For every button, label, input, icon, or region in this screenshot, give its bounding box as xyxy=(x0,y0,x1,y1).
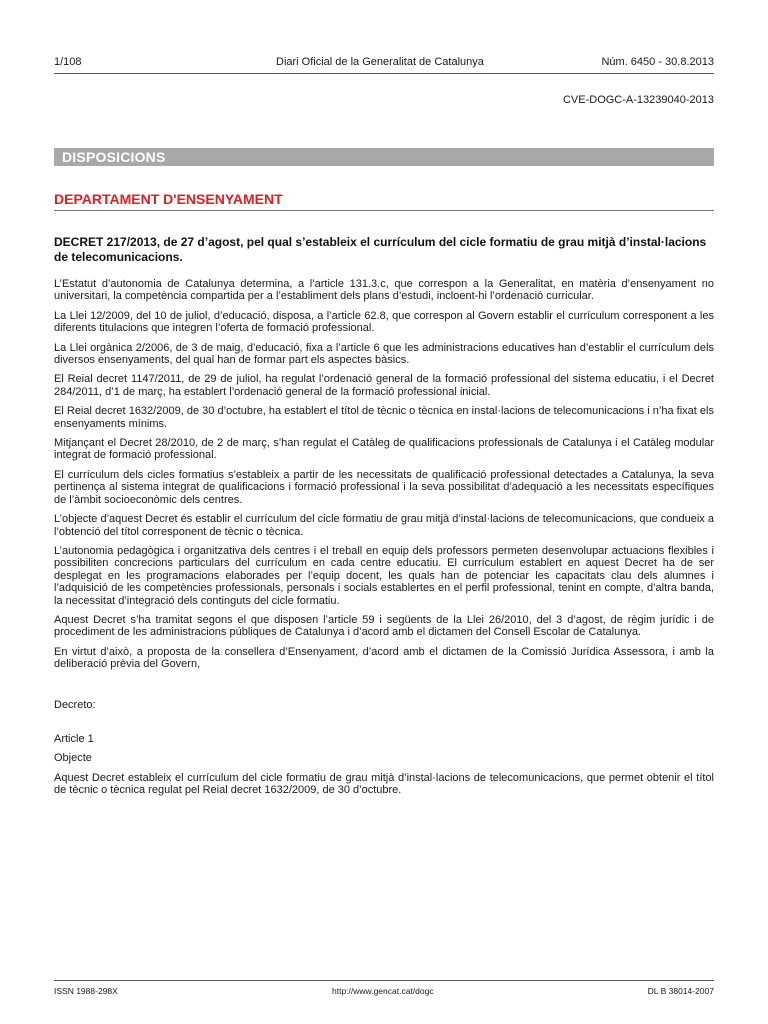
article-heading: Objecte xyxy=(54,752,92,765)
body-paragraph: Mitjançant el Decret 28/2010, de 2 de març, s’han regulat el Catàleg de qualificacions professionals de Catalunya i el Catàleg modular integrat de formació professional. xyxy=(54,437,714,462)
body-paragraph: El Reial decret 1632/2009, de 30 d’octubre, ha establert el títol de tècnic o tècnica en instal·lacions de telecomunicacions i n’ha fixat els ensenyaments mínims. xyxy=(54,405,714,430)
document-body xyxy=(54,278,714,804)
section-banner: DISPOSICIONS xyxy=(54,148,714,166)
article-text: Aquest Decret estableix el currículum del cicle formatiu de grau mitjà d’instal·lacions de telecomunicacions, que permet obtenir el títol de tècnic o tècnica regulat pel Reial decret 1632/2009, de 30 d’octubre. xyxy=(54,771,714,797)
issue-number: Núm. 6450 - 30.8.2013 xyxy=(601,56,714,68)
body-paragraph: L’Estatut d’autonomia de Catalunya determina, a l’article 131.3.c, que correspon a la Generalitat, en matèria d’ensenyament no universitari, la competència compartida per a l’establiment dels plans d’estudi, incloent-hi l’ordenació curricular. xyxy=(54,278,714,303)
issn: ISSN 1988-298X xyxy=(54,986,118,996)
publication-title: Diari Oficial de la Generalitat de Catalunya xyxy=(276,56,484,68)
decree-title: DECRET 217/2013, de 27 d’agost, pel qual s’estableix el currículum del cicle formatiu de grau mitjà d’instal·lacions de telecomunicacions. xyxy=(54,235,707,264)
decreto-label: Decreto: xyxy=(54,698,96,711)
body-paragraph: El Reial decret 1147/2011, de 29 de juliol, ha regulat l’ordenació general de la formació professional del sistema educatiu, i el Decret 284/2011, d’1 de març, ha establert l’ordenació general de la formació professional inicial. xyxy=(54,373,714,398)
body-paragraph: L’objecte d’aquest Decret és establir el currículum del cicle formatiu de grau mitjà d’instal·lacions de telecomunicacions, que condueix a l’obtenció del títol corresponent de tècnic o tècnica. xyxy=(54,513,714,538)
body-paragraph: La Llei 12/2009, del 10 de juliol, d’educació, disposa, a l’article 62.8, que correspon al Govern establir el currículum corresponent a les diferents titulacions que integren l’oferta de formació professional. xyxy=(54,309,714,335)
article-number: Article 1 xyxy=(54,732,94,745)
department-divider xyxy=(54,210,714,211)
cve-code: CVE-DOGC-A-13239040-2013 xyxy=(562,94,714,106)
footer-divider xyxy=(54,980,714,981)
body-paragraph: L’autonomia pedagògica i organitzativa dels centres i el treball en equip dels professors permeten desenvolupar actuacions flexibles i possibiliten concrecions particulars del currículum en cada centre educatiu. El currículum establert en aquest Decret ha de ser desplegat en les programacions elaborades per l’equip docent, les quals han de potenciar les capacitats clau dels alumnes i l’adquisició de les competències professionals, personals i socials establertes en el perfil professional, tenint en compte, d’altra banda, la necessitat d’integració dels continguts del cicle formatiu. xyxy=(54,544,714,607)
body-paragraph: El currículum dels cicles formatius s’estableix a partir de les necessitats de qualificació professional detectades a Catalunya, la seva pertinença al sistema integrat de qualificacions i formació professional i la seva possibilitat d’adequació a les necessitats específiques de l’àmbit socioeconòmic dels centres. xyxy=(54,468,714,506)
body-paragraph: Aquest Decret s’ha tramitat segons el que disposen l’article 59 i següents de la Llei 26/2010, del 3 d’agost, de règim jurídic i de procediment de les administracions públiques de Catalunya i d’acord amb el dictamen del Consell Escolar de Catalunya. xyxy=(54,613,714,639)
legal-deposit: DL B 38014-2007 xyxy=(647,986,714,996)
header-divider xyxy=(54,73,714,74)
body-paragraph: La Llei orgànica 2/2006, de 3 de maig, d’educació, fixa a l’article 6 que les administracions educatives han d’establir el currículum dels diversos ensenyaments, del qual han de formar part els aspectes bàsics. xyxy=(54,341,714,367)
page-number: 1/108 xyxy=(54,56,82,68)
footer-url[interactable]: http://www.gencat.cat/dogc xyxy=(332,986,434,996)
department-heading: DEPARTAMENT D'ENSENYAMENT xyxy=(54,191,283,207)
body-paragraph: En virtut d’això, a proposta de la consellera d’Ensenyament, d’acord amb el dictamen de la Comissió Jurídica Assessora, i amb la deliberació prèvia del Govern, xyxy=(54,645,714,671)
